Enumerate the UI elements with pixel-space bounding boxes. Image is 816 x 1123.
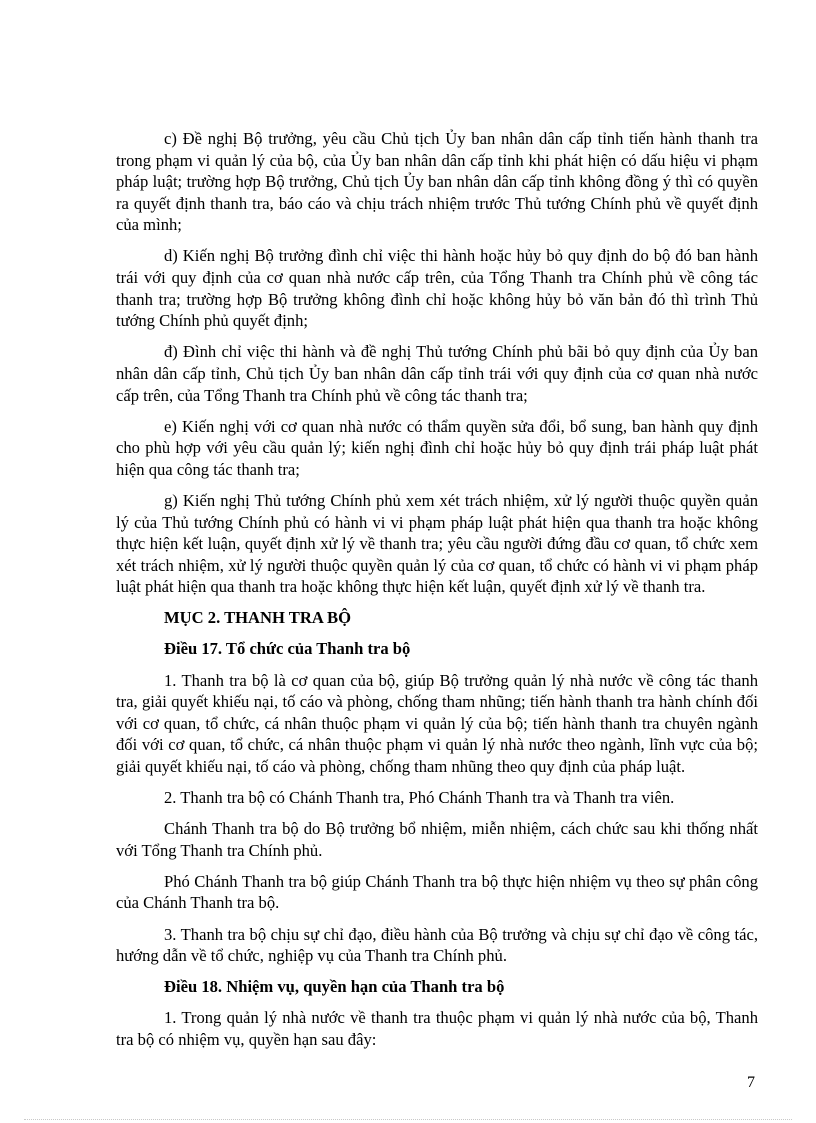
paragraph-c: c) Đề nghị Bộ trưởng, yêu cầu Chủ tịch Ủy ban nhân dân cấp tỉnh tiến hành thanh tra trong phạm vi quản lý của bộ, của Ủy ban nhân dân cấp tỉnh khi phát hiện có dấu hiệu vi phạm pháp luật; trường hợp Bộ trưởng, Chủ tịch Ủy ban nhân dân cấp tỉnh không đồng ý thì có quyền ra quyết định thanh tra, báo cáo và chịu trách nhiệm trước Thủ tướng Chính phủ về quyết định của mình; xyxy=(116,129,758,235)
article-18-clause-1: 1. Trong quản lý nhà nước về thanh tra thuộc phạm vi quản lý nhà nước của bộ, Thanh tra bộ có nhiệm vụ, quyền hạn sau đây: xyxy=(116,1008,758,1049)
paragraph-g: g) Kiến nghị Thủ tướng Chính phủ xem xét trách nhiệm, xử lý người thuộc quyền quản lý của Thủ tướng Chính phủ có hành vi vi phạm pháp luật phát hiện qua thanh tra hoặc không thực hiện kết luận, quyết định xử lý về thanh tra; yêu cầu người đứng đầu cơ quan, tổ chức xem xét trách nhiệm, xử lý người thuộc quyền quản lý của cơ quan, tổ chức có hành vi vi phạm pháp luật phát hiện qua thanh tra hoặc không thực hiện kết luận, quyết định xử lý về thanh tra. xyxy=(116,490,758,597)
page-number: 7 xyxy=(747,1074,755,1091)
paragraph-dd: đ) Đình chỉ việc thi hành và đề nghị Thủ tướng Chính phủ bãi bỏ quy định của Ủy ban nhân dân cấp tỉnh, Chủ tịch Ủy ban nhân dân cấp tỉnh trái với quy định của cơ quan nhà nước cấp trên, của Tổng Thanh tra Chính phủ về công tác thanh tra; xyxy=(116,342,758,405)
article-18-title: Điều 18. Nhiệm vụ, quyền hạn của Thanh tra bộ xyxy=(164,977,505,997)
article-17-clause-1: 1. Thanh tra bộ là cơ quan của bộ, giúp Bộ trưởng quản lý nhà nước về công tác thanh tra, giải quyết khiếu nại, tố cáo và phòng, chống tham nhũng; tiến hành thanh tra hành chính đối với cơ quan, tổ chức, cá nhân thuộc phạm vi quản lý của bộ; tiến hành thanh tra chuyên ngành đối với cơ quan, tổ chức, cá nhân thuộc phạm vi quản lý nhà nước theo ngành, lĩnh vực của bộ; giải quyết khiếu nại, tố cáo và phòng, chống tham nhũng theo quy định của pháp luật. xyxy=(116,670,758,776)
page-bottom-edge xyxy=(24,1119,792,1120)
article-17-deputy-chief: Phó Chánh Thanh tra bộ giúp Chánh Thanh tra bộ thực hiện nhiệm vụ theo sự phân công của Chánh Thanh tra bộ. xyxy=(116,871,758,913)
paragraph-e: e) Kiến nghị với cơ quan nhà nước có thẩm quyền sửa đổi, bổ sung, ban hành quy định cho phù hợp với yêu cầu quản lý; kiến nghị đình chỉ hoặc hủy bỏ quy định trái pháp luật phát hiện qua công tác thanh tra; xyxy=(116,416,758,479)
section-heading: MỤC 2. THANH TRA BỘ xyxy=(164,608,352,628)
paragraph-d: d) Kiến nghị Bộ trưởng đình chỉ việc thi hành hoặc hủy bỏ quy định do bộ đó ban hành trái với quy định của cơ quan nhà nước cấp trên, của Tổng Thanh tra Chính phủ về công tác thanh tra; trường hợp Bộ trưởng không đình chỉ hoặc không hủy bỏ văn bản đó thì trình Thủ tướng Chính phủ quyết định; xyxy=(116,246,758,331)
article-17-clause-2: 2. Thanh tra bộ có Chánh Thanh tra, Phó Chánh Thanh tra và Thanh tra viên. xyxy=(164,788,675,808)
article-17-chief-inspector: Chánh Thanh tra bộ do Bộ trưởng bổ nhiệm, miễn nhiệm, cách chức sau khi thống nhất với Tổng Thanh tra Chính phủ. xyxy=(116,819,758,860)
document-body xyxy=(116,128,758,1060)
article-17-title: Điều 17. Tổ chức của Thanh tra bộ xyxy=(164,639,411,659)
article-17-clause-3: 3. Thanh tra bộ chịu sự chỉ đạo, điều hành của Bộ trưởng và chịu sự chỉ đạo về công tác, hướng dẫn về tổ chức, nghiệp vụ của Thanh tra Chính phủ. xyxy=(116,924,758,966)
